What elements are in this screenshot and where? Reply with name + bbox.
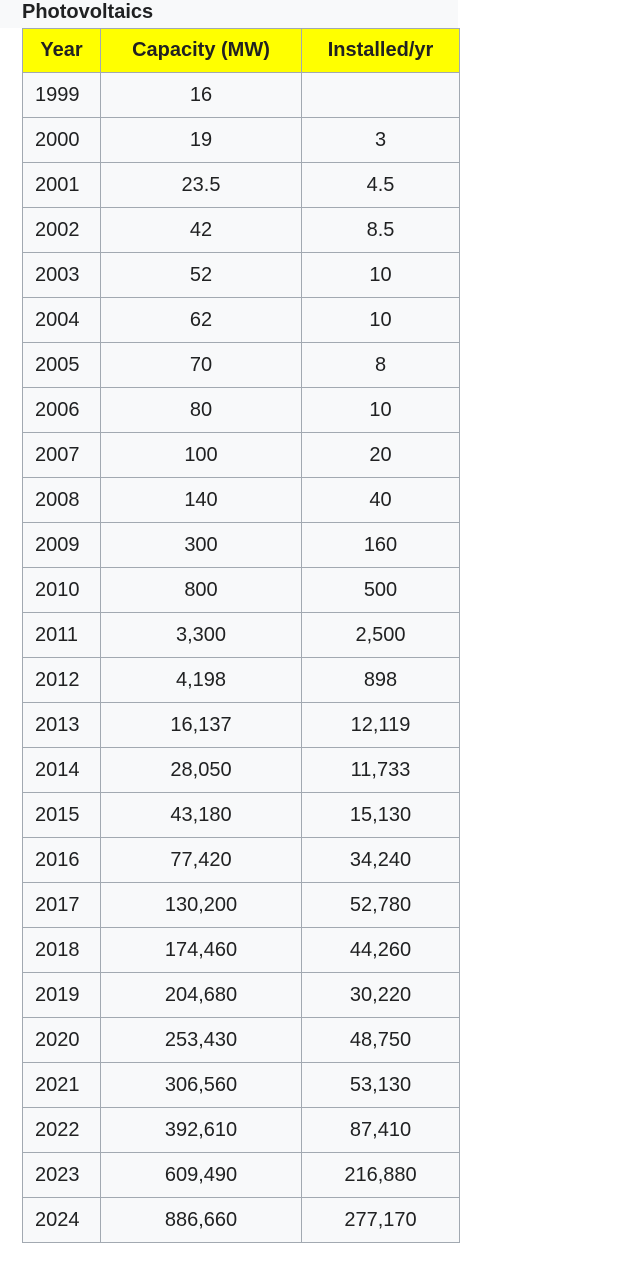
table-row <box>23 523 460 568</box>
capacity-cell: 42 <box>101 208 302 253</box>
capacity-cell: 62 <box>101 298 302 343</box>
installed-cell: 4.5 <box>302 163 460 208</box>
table-row <box>23 118 460 163</box>
installed-cell: 500 <box>302 568 460 613</box>
capacity-cell: 886,660 <box>101 1198 302 1243</box>
table-row <box>23 298 460 343</box>
capacity-cell: 16,137 <box>101 703 302 748</box>
year-cell: 2010 <box>23 568 101 613</box>
installed-cell: 3 <box>302 118 460 163</box>
capacity-cell: 3,300 <box>101 613 302 658</box>
table-row <box>23 973 460 1018</box>
year-cell: 2020 <box>23 1018 101 1063</box>
installed-cell: 44,260 <box>302 928 460 973</box>
year-cell: 2012 <box>23 658 101 703</box>
installed-cell: 48,750 <box>302 1018 460 1063</box>
column-header-capacity: Capacity (MW) <box>101 29 302 73</box>
year-cell: 2019 <box>23 973 101 1018</box>
table-row <box>23 163 460 208</box>
table-row <box>23 838 460 883</box>
capacity-cell: 19 <box>101 118 302 163</box>
year-cell: 2022 <box>23 1108 101 1153</box>
installed-cell: 8.5 <box>302 208 460 253</box>
year-cell: 2015 <box>23 793 101 838</box>
installed-cell: 160 <box>302 523 460 568</box>
table-row <box>23 343 460 388</box>
year-cell: 2013 <box>23 703 101 748</box>
installed-cell: 52,780 <box>302 883 460 928</box>
table-row <box>23 253 460 298</box>
year-cell: 2004 <box>23 298 101 343</box>
installed-cell: 898 <box>302 658 460 703</box>
table-row <box>23 1063 460 1108</box>
table-row <box>23 388 460 433</box>
capacity-cell: 174,460 <box>101 928 302 973</box>
year-cell: 2001 <box>23 163 101 208</box>
capacity-cell: 253,430 <box>101 1018 302 1063</box>
capacity-cell: 609,490 <box>101 1153 302 1198</box>
year-cell: 2021 <box>23 1063 101 1108</box>
year-cell: 2023 <box>23 1153 101 1198</box>
installed-cell: 12,119 <box>302 703 460 748</box>
year-cell: 2007 <box>23 433 101 478</box>
installed-cell: 20 <box>302 433 460 478</box>
installed-cell: 15,130 <box>302 793 460 838</box>
year-cell: 2018 <box>23 928 101 973</box>
table-row <box>23 1108 460 1153</box>
year-cell: 2006 <box>23 388 101 433</box>
year-cell: 2024 <box>23 1198 101 1243</box>
table-body <box>23 73 460 1243</box>
capacity-cell: 4,198 <box>101 658 302 703</box>
installed-cell: 277,170 <box>302 1198 460 1243</box>
year-cell: 2011 <box>23 613 101 658</box>
capacity-cell: 70 <box>101 343 302 388</box>
year-cell: 2002 <box>23 208 101 253</box>
installed-cell: 34,240 <box>302 838 460 883</box>
capacity-cell: 306,560 <box>101 1063 302 1108</box>
capacity-cell: 23.5 <box>101 163 302 208</box>
year-cell: 2000 <box>23 118 101 163</box>
installed-cell: 2,500 <box>302 613 460 658</box>
table-row <box>23 433 460 478</box>
table-row <box>23 478 460 523</box>
capacity-cell: 204,680 <box>101 973 302 1018</box>
installed-cell: 11,733 <box>302 748 460 793</box>
year-cell: 1999 <box>23 73 101 118</box>
capacity-cell: 130,200 <box>101 883 302 928</box>
table-row <box>23 208 460 253</box>
table-row <box>23 883 460 928</box>
table-row <box>23 658 460 703</box>
table-row <box>23 568 460 613</box>
table-row <box>23 613 460 658</box>
installed-cell: 30,220 <box>302 973 460 1018</box>
capacity-cell: 52 <box>101 253 302 298</box>
table-row <box>23 1018 460 1063</box>
year-cell: 2017 <box>23 883 101 928</box>
installed-cell: 8 <box>302 343 460 388</box>
year-cell: 2003 <box>23 253 101 298</box>
photovoltaics-table <box>22 28 460 1243</box>
year-cell: 2016 <box>23 838 101 883</box>
header-row <box>23 29 460 73</box>
installed-cell: 53,130 <box>302 1063 460 1108</box>
year-cell: 2014 <box>23 748 101 793</box>
year-cell: 2009 <box>23 523 101 568</box>
table-row <box>23 1198 460 1243</box>
installed-cell: 87,410 <box>302 1108 460 1153</box>
capacity-cell: 392,610 <box>101 1108 302 1153</box>
capacity-cell: 100 <box>101 433 302 478</box>
capacity-cell: 800 <box>101 568 302 613</box>
capacity-cell: 140 <box>101 478 302 523</box>
year-cell: 2005 <box>23 343 101 388</box>
capacity-cell: 28,050 <box>101 748 302 793</box>
installed-cell: 10 <box>302 298 460 343</box>
table-row <box>23 793 460 838</box>
installed-cell: 216,880 <box>302 1153 460 1198</box>
capacity-cell: 80 <box>101 388 302 433</box>
installed-cell <box>302 73 460 118</box>
capacity-cell: 300 <box>101 523 302 568</box>
installed-cell: 10 <box>302 253 460 298</box>
table-row <box>23 1153 460 1198</box>
table-caption: Photovoltaics <box>22 1 154 23</box>
year-cell: 2008 <box>23 478 101 523</box>
installed-cell: 10 <box>302 388 460 433</box>
table-row <box>23 748 460 793</box>
installed-cell: 40 <box>302 478 460 523</box>
column-header-installed: Installed/yr <box>302 29 460 73</box>
table-row <box>23 703 460 748</box>
capacity-cell: 16 <box>101 73 302 118</box>
table-row <box>23 73 460 118</box>
table-row <box>23 928 460 973</box>
capacity-cell: 77,420 <box>101 838 302 883</box>
column-header-year: Year <box>23 29 101 73</box>
capacity-cell: 43,180 <box>101 793 302 838</box>
